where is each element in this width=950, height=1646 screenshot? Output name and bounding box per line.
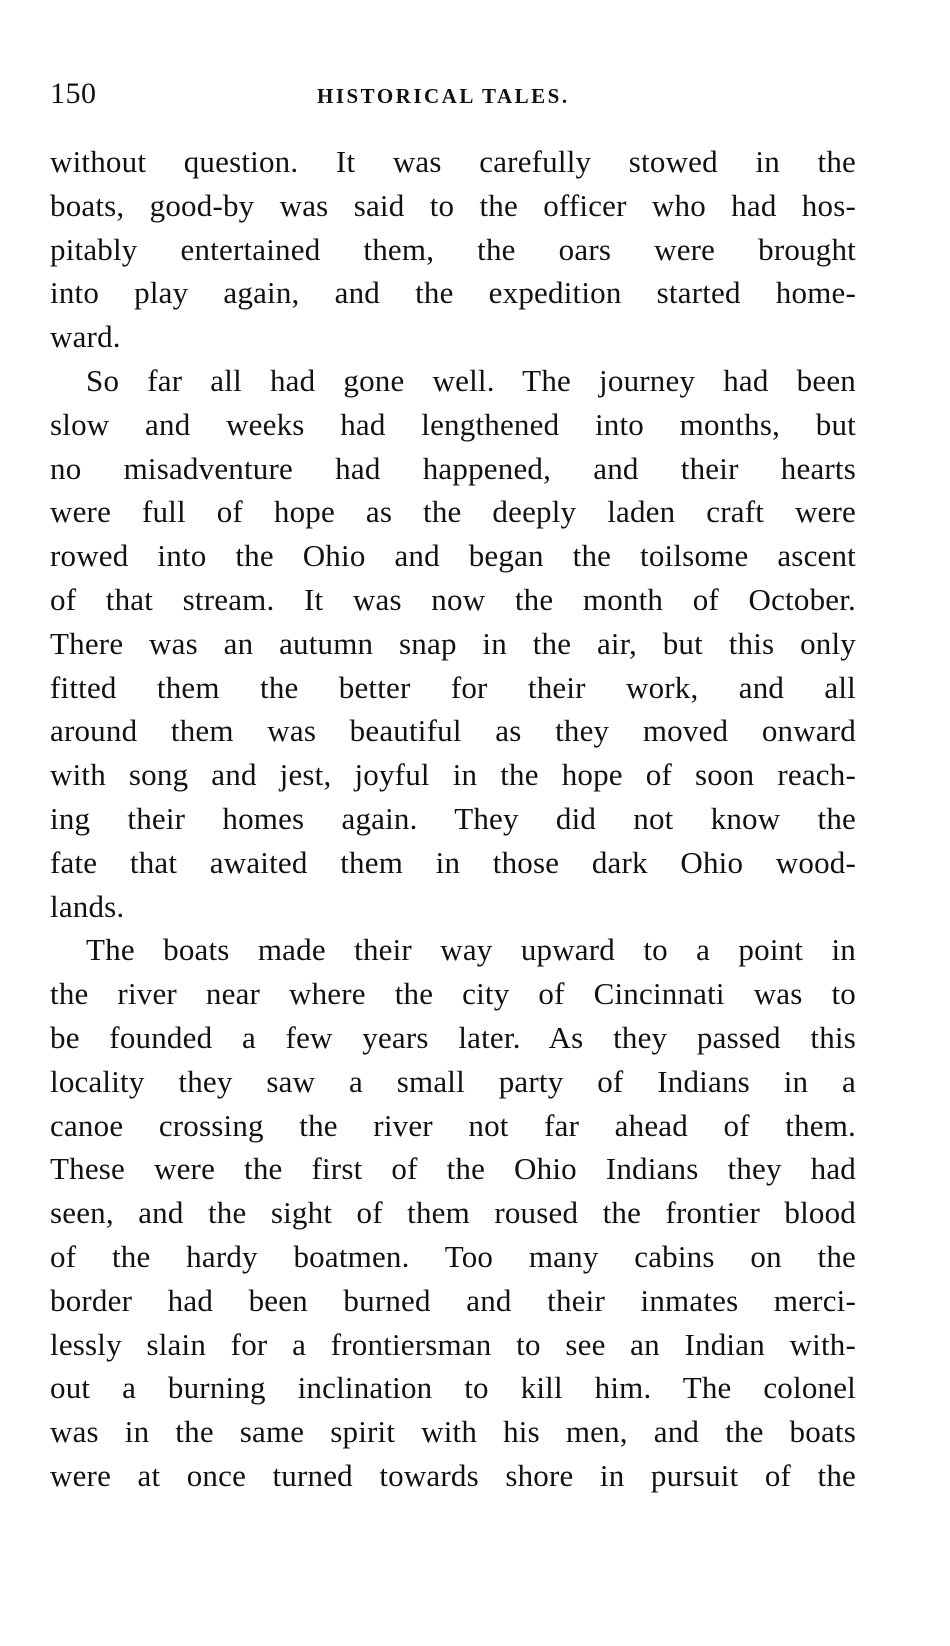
text-line: There was an autumn snap in the air, but this only [50,625,856,661]
text-line: lessly slain for a frontiersman to see an Indian with- [50,1326,856,1362]
text-line: the river near where the city of Cincinnati was to [50,976,856,1012]
text-line: slow and weeks had lengthened into months, but [50,406,856,442]
text-line: locality they saw a small party of Indians in a [50,1063,856,1099]
text-line: These were the first of the Ohio Indians they had [50,1151,856,1187]
text-line: fitted them the better for their work, and all [50,669,856,705]
text-line: with song and jest, joyful in the hope of soon reach- [50,757,856,793]
running-title: HISTORICAL TALES. [317,84,570,108]
text-line: were at once turned towards shore in pursuit of the [50,1457,856,1493]
text-line: So far all had gone well. The journey had been [86,362,856,398]
running-head [50,74,906,114]
text-line: into play again, and the expedition started home- [50,275,856,311]
text-line: ing their homes again. They did not know the [50,800,856,836]
paragraph-2 [50,359,856,928]
text-line: around them was beautiful as they moved onward [50,713,856,749]
text-line: fate that awaited them in those dark Ohio wood- [50,844,856,880]
text-line: ward. [50,319,121,355]
body-text [50,140,856,1498]
text-line: rowed into the Ohio and began the toilsome ascent [50,538,856,574]
text-line: of that stream. It was now the month of October. [50,581,856,617]
paragraph-1 [50,140,856,359]
text-line: were full of hope as the deeply laden craft were [50,494,856,530]
paragraph-3 [50,928,856,1497]
text-line: lands. [50,888,125,924]
text-line: out a burning inclination to kill him. The colonel [50,1370,856,1406]
text-line: seen, and the sight of them roused the frontier blood [50,1195,856,1231]
text-line: was in the same spirit with his men, and the boats [50,1414,856,1450]
text-line: pitably entertained them, the oars were brought [50,231,856,267]
text-line: border had been burned and their inmates merci- [50,1282,856,1318]
text-line: The boats made their way upward to a point in [86,932,856,968]
text-line: without question. It was carefully stowed in the [50,144,856,179]
text-line: canoe crossing the river not far ahead of them. [50,1107,856,1143]
text-line: boats, good-by was said to the officer who had hos- [50,187,856,223]
page-number: 150 [50,77,97,110]
text-line: of the hardy boatmen. Too many cabins on the [50,1238,856,1274]
text-line: be founded a few years later. As they passed this [50,1019,856,1055]
text-line: no misadventure had happened, and their hearts [50,450,856,486]
